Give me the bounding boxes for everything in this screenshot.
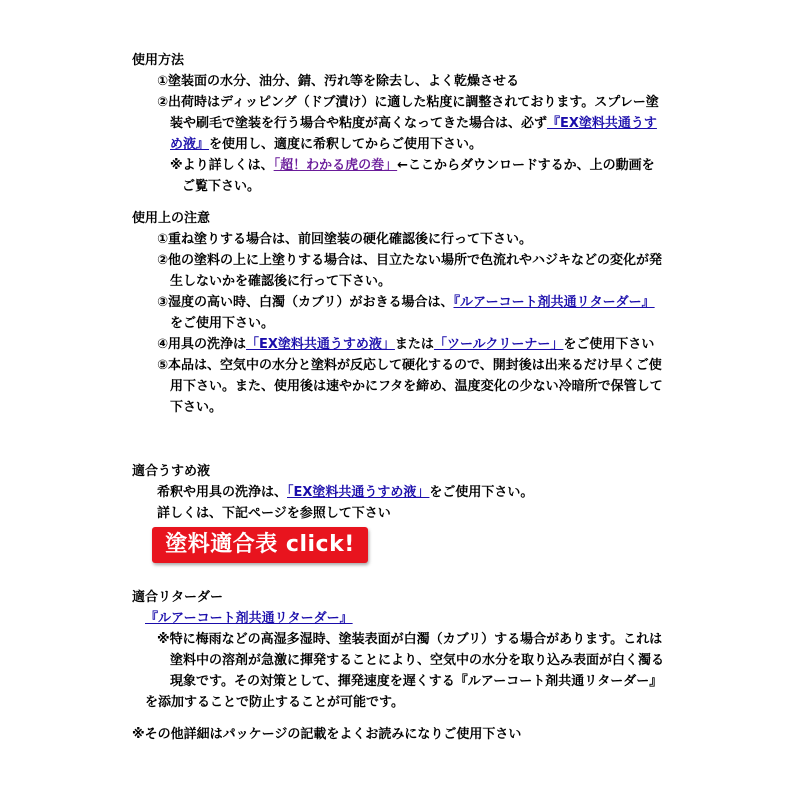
retarder-link[interactable]: 『ルアーコート剤共通リターダー』 xyxy=(145,611,353,626)
ex-thinner-link[interactable]: 「EX塗料共通うすめ液」 xyxy=(246,337,395,352)
retarder-link-line xyxy=(145,610,353,628)
caution-item-4-text: ④用具の洗浄は xyxy=(157,337,247,352)
caution-item-4 xyxy=(157,336,654,354)
thinner-line-1 xyxy=(157,484,533,502)
thinner-heading: 適合うすめ液 xyxy=(132,464,211,479)
usage-item-2-line-3 xyxy=(170,136,482,154)
retarder-note-line-4: を添加することで防止することが可能です。 xyxy=(145,695,404,710)
retarder-link[interactable]: 『ルアーコート剤共通リターダー』 xyxy=(453,295,655,310)
caution-item-3-line-1 xyxy=(157,294,655,312)
footer-note: ※その他詳細はパッケージの記載をよくお読みになりご使用下さい xyxy=(132,727,522,742)
usage-note-line-2: ご覧下さい。 xyxy=(182,179,261,194)
caution-heading: 使用上の注意 xyxy=(132,211,211,226)
thinner-line-2: 詳しくは、下記ページを参照して下さい xyxy=(157,506,391,521)
caution-item-2-line-2: 生しないかを確認後に行って下さい。 xyxy=(170,274,392,289)
caution-item-3-line-2: をご使用下さい。 xyxy=(170,316,275,331)
usage-item-2-line-2 xyxy=(170,115,657,133)
usage-note-text-end: ←ここからダウンロードするか、上の動画を xyxy=(397,158,655,173)
usage-item-2-text: 装や刷毛で塗装を行う場合や粘度が高くなってきた場合は、必ず xyxy=(170,116,548,131)
tool-cleaner-link[interactable]: 「ツールクリーナー」 xyxy=(433,337,564,352)
retarder-note-line-2: 塗料中の溶剤が急激に揮発することにより、空気中の水分を取り込み表面が白く濁る xyxy=(170,653,665,668)
ex-thinner-link-continued[interactable]: め液』 xyxy=(170,137,210,152)
retarder-note-line-1: ※特に梅雨などの高湿多湿時、塗装表面が白濁（カブリ）する場合があります。これは xyxy=(157,632,663,647)
ex-thinner-link[interactable]: 『EX塗料共通うす xyxy=(547,116,657,131)
caution-item-4-or: または xyxy=(394,337,434,352)
caution-item-1: ①重ね塗りする場合は、前回塗装の硬化確認後に行って下さい。 xyxy=(157,232,533,247)
usage-item-1: ①塗装面の水分、油分、錆、汚れ等を除去し、よく乾燥させる xyxy=(157,74,520,89)
thinner-text-end: をご使用下さい。 xyxy=(429,485,534,500)
caution-item-2-line-1: ②他の塗料の上に上塗りする場合は、目立たない場所で色流れやハジキなどの変化が発 xyxy=(157,253,663,268)
caution-item-5-line-1: ⑤本品は、空気中の水分と塗料が反応して硬化するので、開封後は出来るだけ早くご使 xyxy=(157,358,662,373)
usage-note-text: ※より詳しくは、 xyxy=(170,158,274,173)
ex-thinner-link[interactable]: 「EX塗料共通うすめ液」 xyxy=(287,485,430,500)
caution-item-5-line-2: 用下さい。また、使用後は速やかにフタを締め、温度変化の少ない冷暗所で保管して xyxy=(170,379,663,394)
usage-note-line-1 xyxy=(170,157,655,175)
usage-item-2-text-end: を使用し、適度に希釈してからご使用下さい。 xyxy=(209,137,483,152)
retarder-note-line-3: 現象です。その対策として、揮発速度を遅くする『ルアーコート剤共通リターダー』 xyxy=(170,674,663,689)
usage-item-2-line-1: ②出荷時はディッピング（ドブ漬け）に適した粘度に調整されております。スプレー塗 xyxy=(157,95,659,110)
usage-heading: 使用方法 xyxy=(132,53,185,68)
caution-item-5-line-3: 下さい。 xyxy=(170,400,223,415)
compatibility-table-button[interactable]: 塗料適合表 click! xyxy=(152,527,368,563)
tora-no-maki-link[interactable]: 「超！わかる虎の巻」 xyxy=(273,158,398,173)
retarder-heading: 適合リターダー xyxy=(132,590,224,605)
thinner-text: 希釈や用具の洗浄は、 xyxy=(157,485,288,500)
caution-item-4-text-end: をご使用下さい xyxy=(563,337,655,352)
caution-item-3-text: ③湿度の高い時、白濁（カブリ）がおきる場合は、 xyxy=(157,295,454,310)
